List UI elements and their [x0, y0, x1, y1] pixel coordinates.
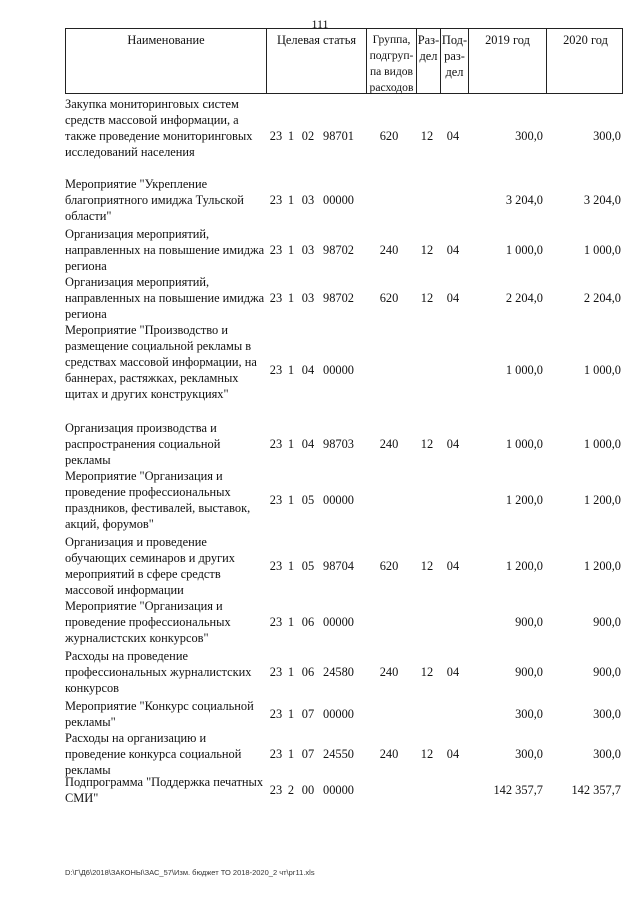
subsection: 04: [446, 437, 460, 451]
table-row: [65, 420, 623, 468]
subsection: 04: [446, 243, 460, 257]
target-code-part: 1: [287, 243, 295, 257]
target-code-part: 04: [301, 437, 315, 451]
amount-2019: 1 200,0: [505, 559, 543, 573]
target-code-part: 1: [287, 747, 295, 761]
target-code-part: 03: [301, 291, 315, 305]
subsection: 04: [446, 665, 460, 679]
header-subsection: [440, 29, 468, 93]
section: 12: [420, 665, 434, 679]
amount-2020: 1 200,0: [583, 493, 621, 507]
table-row: [65, 468, 623, 532]
amount-2020: 1 200,0: [583, 559, 621, 573]
amount-2020: 2 204,0: [583, 291, 621, 305]
header-subsection-line: Под-: [441, 33, 468, 47]
target-code-part: 23: [269, 783, 283, 797]
section: 12: [420, 559, 434, 573]
header-2020: 2020 год: [546, 29, 624, 93]
target-code-part: 06: [301, 665, 315, 679]
row-name: Организация мероприятий, направленных на повышение имиджа региона: [65, 227, 265, 273]
row-name: Подпрограмма "Поддержка печатных СМИ": [65, 775, 264, 805]
target-code-part: 24550: [323, 747, 354, 761]
row-name: Расходы на проведение профессиональных журналистских конкурсов: [65, 649, 252, 695]
table-row: [65, 274, 623, 322]
amount-2020: 3 204,0: [583, 193, 621, 207]
amount-2019: 3 204,0: [505, 193, 543, 207]
expense-group: 620: [379, 129, 399, 143]
target-code-part: 24580: [323, 665, 354, 679]
amount-2020: 142 357,7: [571, 783, 621, 797]
subsection: 04: [446, 129, 460, 143]
header-group: [366, 29, 416, 93]
section: 12: [420, 243, 434, 257]
section: 12: [420, 747, 434, 761]
row-name: Расходы на организацию и проведение конкурса социальной рекламы: [65, 731, 242, 777]
amount-2019: 900,0: [515, 665, 543, 679]
header-subsection-line: раз-: [444, 49, 465, 63]
target-code-part: 1: [287, 493, 295, 507]
table-row: [65, 322, 623, 418]
subsection: 04: [446, 559, 460, 573]
amount-2020: 1 000,0: [583, 437, 621, 451]
target-code-part: 1: [287, 437, 295, 451]
header-section-line: дел: [419, 49, 438, 63]
table-row: [65, 730, 623, 778]
target-code-part: 04: [301, 363, 315, 377]
amount-2019: 900,0: [515, 615, 543, 629]
amount-2019: 1 000,0: [505, 363, 543, 377]
target-code-part: 23: [269, 193, 283, 207]
target-code-part: 23: [269, 615, 283, 629]
target-code-part: 23: [269, 493, 283, 507]
target-code-part: 98703: [323, 437, 354, 451]
header-group-line: расходов: [369, 81, 414, 94]
target-code-part: 1: [287, 665, 295, 679]
subsection: 04: [446, 747, 460, 761]
expense-group: 240: [379, 747, 399, 761]
target-code-part: 98702: [323, 243, 354, 257]
target-code-part: 23: [269, 363, 283, 377]
table-row: [65, 534, 623, 598]
target-code-part: 98704: [323, 559, 354, 573]
target-code-part: 1: [287, 363, 295, 377]
section: 12: [420, 437, 434, 451]
row-name: Закупка мониторинговых систем средств массовой информации, а также проведение мониторинговых исследований населения: [65, 97, 253, 159]
row-name: Мероприятие "Производство и размещение социальной рекламы в средствах массовой информации, на баннерах, растяжках, рекламных щитах и других конструкциях": [65, 323, 257, 401]
target-code-part: 98701: [323, 129, 354, 143]
target-code-part: 23: [269, 243, 283, 257]
row-name: Организация и проведение обучающих семинаров и других мероприятий в сфере средств массовой информации: [65, 535, 235, 597]
row-name: Мероприятие "Организация и проведение профессиональных праздников, фестивалей, выставок, акций, форумов": [65, 469, 251, 531]
amount-2020: 900,0: [593, 615, 621, 629]
row-name: Мероприятие "Организация и проведение профессиональных журналистских конкурсов": [65, 599, 231, 645]
target-code-part: 1: [287, 615, 295, 629]
amount-2019: 142 357,7: [493, 783, 543, 797]
target-code-part: 23: [269, 559, 283, 573]
table-row: [65, 698, 623, 730]
target-code-part: 00: [301, 783, 315, 797]
header-subsection-line: дел: [445, 65, 464, 79]
section: 12: [420, 129, 434, 143]
table-row: [65, 176, 623, 224]
target-code-part: 1: [287, 559, 295, 573]
expense-group: 240: [379, 437, 399, 451]
table-row: [65, 774, 623, 806]
table-row: [65, 648, 623, 696]
target-code-part: 1: [287, 291, 295, 305]
header-group-line: подгруп-: [369, 49, 414, 62]
header-group-line: Группа,: [372, 33, 411, 46]
target-code-part: 02: [301, 129, 315, 143]
amount-2020: 300,0: [593, 129, 621, 143]
header-2019: 2019 год: [468, 29, 546, 93]
target-code-part: 23: [269, 707, 283, 721]
table-row: [65, 96, 623, 176]
target-code-part: 1: [287, 707, 295, 721]
row-name: Мероприятие "Укрепление благоприятного имиджа Тульской области": [65, 177, 244, 223]
amount-2019: 1 200,0: [505, 493, 543, 507]
target-code-part: 23: [269, 665, 283, 679]
row-name: Мероприятие "Конкурс социальной рекламы": [65, 699, 254, 729]
target-code-part: 1: [287, 129, 295, 143]
target-code-part: 23: [269, 747, 283, 761]
table-header: [65, 28, 623, 94]
target-code-part: 00000: [323, 493, 354, 507]
amount-2019: 1 000,0: [505, 437, 543, 451]
table-row: [65, 598, 623, 646]
expense-group: 240: [379, 243, 399, 257]
header-section: [416, 29, 440, 93]
target-code-part: 07: [301, 707, 315, 721]
target-code-part: 2: [287, 783, 295, 797]
amount-2019: 2 204,0: [505, 291, 543, 305]
amount-2020: 1 000,0: [583, 363, 621, 377]
target-code-part: 07: [301, 747, 315, 761]
amount-2019: 300,0: [515, 707, 543, 721]
target-code-part: 05: [301, 493, 315, 507]
expense-group: 620: [379, 559, 399, 573]
target-code-part: 00000: [323, 363, 354, 377]
target-code-part: 23: [269, 291, 283, 305]
target-code-part: 98702: [323, 291, 354, 305]
amount-2020: 900,0: [593, 665, 621, 679]
row-name: Организация мероприятий, направленных на повышение имиджа региона: [65, 275, 265, 321]
target-code-part: 06: [301, 615, 315, 629]
target-code-part: 05: [301, 559, 315, 573]
target-code-part: 03: [301, 243, 315, 257]
amount-2020: 300,0: [593, 747, 621, 761]
subsection: 04: [446, 291, 460, 305]
target-code-part: 00000: [323, 707, 354, 721]
target-code-part: 23: [269, 129, 283, 143]
row-name: Организация производства и распространения социальной рекламы: [65, 421, 221, 467]
amount-2020: 1 000,0: [583, 243, 621, 257]
header-section-line: Раз-: [417, 33, 440, 47]
target-code-part: 1: [287, 193, 295, 207]
section: 12: [420, 291, 434, 305]
header-target: Целевая статья: [266, 29, 366, 93]
target-code-part: 00000: [323, 783, 354, 797]
target-code-part: 03: [301, 193, 315, 207]
header-name: Наименование: [127, 33, 205, 47]
target-code-part: 00000: [323, 193, 354, 207]
amount-2019: 1 000,0: [505, 243, 543, 257]
target-code-part: 00000: [323, 615, 354, 629]
amount-2020: 300,0: [593, 707, 621, 721]
target-code-part: 23: [269, 437, 283, 451]
header-group-line: па видов: [369, 65, 414, 78]
table-row: [65, 226, 623, 274]
expense-group: 240: [379, 665, 399, 679]
file-path-footer: D:\Г\Д6\2018\ЗАКОНЫ\ЗАС_57\Изм. бюджет ТО 2018-2020_2 чт\рг11.xls: [65, 868, 315, 877]
amount-2019: 300,0: [515, 747, 543, 761]
expense-group: 620: [379, 291, 399, 305]
amount-2019: 300,0: [515, 129, 543, 143]
page-number: 111: [311, 17, 329, 31]
